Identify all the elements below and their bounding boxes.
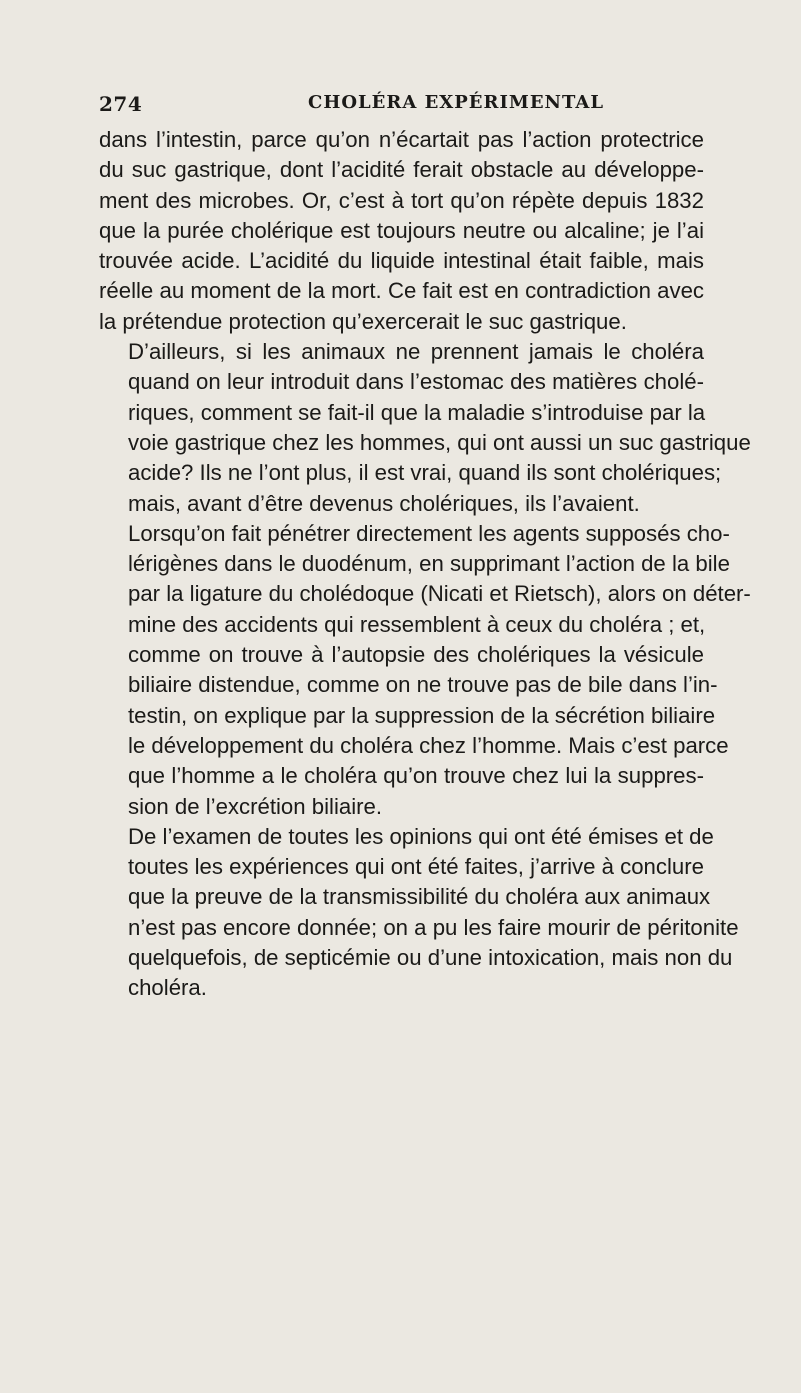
text-line: ment des microbes. Or, c’est à tort qu’on répète depuis 1832 xyxy=(99,187,704,213)
text-line: acide? Ils ne l’ont plus, il est vrai, quand ils sont cholériques; xyxy=(128,460,722,486)
text-line: que l’homme a le choléra qu’on trouve chez lui la suppres- xyxy=(128,763,704,789)
text-line: D’ailleurs, si les animaux ne prennent jamais le choléra xyxy=(128,339,704,365)
text-line: mine des accidents qui ressemblent à ceux du choléra ; et, xyxy=(128,611,706,637)
text-line: quelquefois, de septicémie ou d’une intoxication, mais non du xyxy=(128,945,733,971)
paragraph xyxy=(99,125,704,337)
text-line: riques, comment se fait-il que la maladie s’introduise par la xyxy=(128,399,706,425)
paragraph xyxy=(99,519,751,822)
text-line: Lorsqu’on fait pénétrer directement les agents supposés cho- xyxy=(128,520,730,546)
text-line: que la preuve de la transmissibilité du choléra aux animaux xyxy=(128,884,711,910)
text-line: par la ligature du cholédoque (Nicati et Rietsch), alors on déter- xyxy=(128,581,751,607)
text-line: réelle au moment de la mort. Ce fait est en contradiction avec xyxy=(99,278,704,304)
text-line: du suc gastrique, dont l’acidité ferait obstacle au développe- xyxy=(99,157,704,183)
text-line: mais, avant d’être devenus cholériques, ils l’avaient. xyxy=(128,490,640,516)
text-line: comme on trouve à l’autopsie des cholériques la vésicule xyxy=(128,642,704,668)
text-line: De l’examen de toutes les opinions qui ont été émises et de xyxy=(128,823,714,849)
paragraph xyxy=(99,822,739,1004)
text-line: quand on leur introduit dans l’estomac des matières cholé- xyxy=(128,369,704,395)
text-line: le développement du choléra chez l’homme. Mais c’est parce xyxy=(128,732,729,758)
text-line: la prétendue protection qu’exercerait le suc gastrique. xyxy=(99,308,627,334)
body-text xyxy=(99,125,751,1004)
paragraph xyxy=(99,337,751,519)
running-head xyxy=(99,92,699,122)
text-line: dans l’intestin, parce qu’on n’écartait pas l’action protectrice xyxy=(99,127,704,152)
text-line: testin, on explique par la suppression de la sécrétion biliaire xyxy=(128,702,716,728)
text-line: lérigènes dans le duodénum, en supprimant l’action de la bile xyxy=(128,551,730,577)
text-line: voie gastrique chez les hommes, qui ont aussi un suc gastrique xyxy=(128,429,751,455)
text-line: choléra. xyxy=(128,975,207,1001)
running-title: CHOLÉRA EXPÉRIMENTAL xyxy=(308,92,605,113)
text-line: toutes les expériences qui ont été faites, j’arrive à conclure xyxy=(128,854,704,880)
text-line: n’est pas encore donnée; on a pu les faire mourir de péritonite xyxy=(128,914,739,940)
text-line: trouvée acide. L’acidité du liquide intestinal était faible, mais xyxy=(99,248,704,274)
page-number: 274 xyxy=(99,92,143,116)
text-line: que la purée cholérique est toujours neutre ou alcaline; je l’ai xyxy=(99,217,704,243)
text-line: biliaire distendue, comme on ne trouve pas de bile dans l’in- xyxy=(128,672,718,698)
text-line: sion de l’excrétion biliaire. xyxy=(128,793,383,819)
